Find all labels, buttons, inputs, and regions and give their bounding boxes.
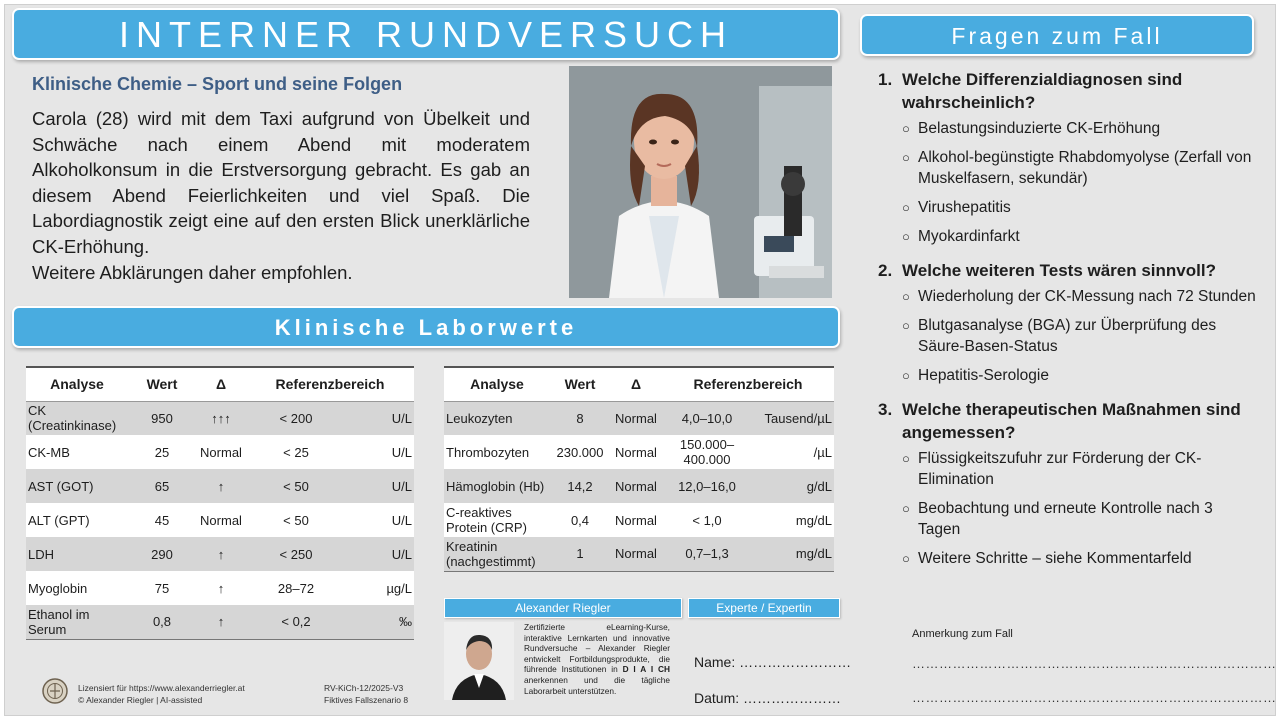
column-header-delta: Δ — [196, 367, 246, 401]
cell-delta: ↑ — [196, 605, 246, 639]
cell-analyse: Hämoglobin (Hb) — [444, 469, 550, 503]
cell-delta: Normal — [610, 537, 662, 571]
answer-text: Flüssigkeitszufuhr zur Förderung der CK-Elimination — [918, 450, 1202, 488]
expert-banner: Experte / Expertin — [688, 598, 840, 618]
cell-unit: g/dL — [752, 469, 834, 503]
license-text: Lizensiert für https://www.alexanderriegler.at — [78, 683, 245, 693]
table-header-row — [444, 367, 834, 401]
cell-delta: Normal — [196, 503, 246, 537]
cell-analyse: ALT (GPT) — [26, 503, 128, 537]
lab-table-right — [444, 366, 834, 572]
circle-bullet-icon: ○ — [902, 289, 910, 304]
circle-bullet-icon: ○ — [902, 451, 910, 466]
author-portrait-illustration — [444, 622, 514, 700]
author-bio — [524, 622, 670, 696]
circle-bullet-icon: ○ — [902, 551, 910, 566]
cell-unit: µg/L — [346, 571, 414, 605]
table-row — [444, 503, 834, 537]
code-footer — [324, 682, 408, 706]
note-line-1[interactable]: ……………………………………………………………………… — [912, 656, 1277, 671]
circle-bullet-icon: ○ — [902, 150, 910, 165]
list-item — [878, 147, 1258, 189]
cell-delta: Normal — [610, 503, 662, 537]
question-heading — [878, 398, 1258, 444]
bio-region: D I A I CH — [622, 664, 670, 675]
cell-analyse: Thrombozyten — [444, 435, 550, 469]
cell-delta: ↑↑↑ — [196, 401, 246, 435]
question-block — [878, 259, 1258, 386]
list-item — [878, 498, 1258, 540]
answer-text: Alkohol-begünstigte Rhabdomyolyse (Zerfall von Muskelfasern, sekundär) — [918, 149, 1252, 187]
question-number: 3. — [878, 400, 893, 419]
case-closing: Weitere Abklärungen daher empfohlen. — [32, 261, 353, 283]
cell-analyse: AST (GOT) — [26, 469, 128, 503]
question-text: Welche Differenzialdiagnosen sind wahrscheinlich? — [902, 70, 1183, 112]
column-header-analyse: Analyse — [26, 367, 128, 401]
answer-text: Virushepatitis — [918, 199, 1011, 216]
question-text: Welche weiteren Tests wären sinnvoll? — [902, 261, 1216, 280]
table-row — [26, 537, 414, 571]
question-heading — [878, 259, 1258, 282]
list-item — [878, 365, 1258, 386]
scientist-illustration — [569, 66, 832, 298]
column-header-referenz: Referenzbereich — [662, 367, 834, 401]
cell-reference: 150.000–400.000 — [662, 435, 752, 469]
table-row — [26, 469, 414, 503]
table-row — [444, 469, 834, 503]
answer-list — [878, 118, 1258, 247]
circle-bullet-icon: ○ — [902, 229, 910, 244]
question-block — [878, 398, 1258, 569]
table-row — [26, 605, 414, 639]
case-description — [32, 106, 530, 285]
cell-analyse: Ethanol im Serum — [26, 605, 128, 639]
cell-reference: < 1,0 — [662, 503, 752, 537]
column-header-wert: Wert — [128, 367, 196, 401]
list-item — [878, 448, 1258, 490]
column-header-wert: Wert — [550, 367, 610, 401]
circle-bullet-icon: ○ — [902, 368, 910, 383]
cell-delta: ↑ — [196, 571, 246, 605]
cell-reference: < 250 — [246, 537, 346, 571]
bio-text-start: Zertifizierte eLearning-Kurse, interaktive Lernkarten und innovative Rundversuche – Alexander Riegler entwickelt Fortbildungsprodukte, die führende Institutionen in — [524, 622, 670, 675]
bio-text-end: anerkennen und die tägliche Laborarbeit unterstützen. — [524, 674, 670, 696]
cell-value: 45 — [128, 503, 196, 537]
list-item — [878, 118, 1258, 139]
table-row — [444, 401, 834, 435]
page-title: INTERNER RUNDVERSUCH — [12, 8, 840, 60]
column-header-analyse: Analyse — [444, 367, 550, 401]
cell-analyse: Myoglobin — [26, 571, 128, 605]
author-name-banner: Alexander Riegler — [444, 598, 682, 618]
cell-unit: /µL — [752, 435, 834, 469]
answer-text: Wiederholung der CK-Messung nach 72 Stunden — [918, 288, 1256, 305]
author-portrait — [444, 622, 514, 700]
cell-reference: 4,0–10,0 — [662, 401, 752, 435]
cell-reference: 12,0–16,0 — [662, 469, 752, 503]
license-footer — [78, 682, 245, 706]
cell-unit: U/L — [346, 435, 414, 469]
cell-unit: U/L — [346, 503, 414, 537]
question-number: 1. — [878, 70, 893, 89]
cell-delta: Normal — [610, 469, 662, 503]
cell-value: 75 — [128, 571, 196, 605]
cell-analyse: Leukozyten — [444, 401, 550, 435]
cell-reference: 0,7–1,3 — [662, 537, 752, 571]
column-header-delta: Δ — [610, 367, 662, 401]
cell-delta: ↑ — [196, 469, 246, 503]
table-row — [26, 571, 414, 605]
table-row — [26, 503, 414, 537]
copyright-text: © Alexander Riegler | AI-assisted — [78, 695, 203, 705]
answer-text: Beobachtung und erneute Kontrolle nach 3 Tagen — [918, 500, 1213, 538]
cell-value: 290 — [128, 537, 196, 571]
cell-analyse: CK (Creatinkinase) — [26, 401, 128, 435]
table-header-row — [26, 367, 414, 401]
cell-value: 1 — [550, 537, 610, 571]
cell-reference: 28–72 — [246, 571, 346, 605]
document-code: RV-KiCh-12/2025-V3 — [324, 683, 404, 693]
list-item — [878, 286, 1258, 307]
scientist-photo — [569, 66, 832, 298]
table-row — [26, 435, 414, 469]
cell-delta: Normal — [610, 435, 662, 469]
case-subtitle: Klinische Chemie – Sport und seine Folgen — [32, 74, 403, 94]
list-item — [878, 548, 1258, 569]
circle-bullet-icon: ○ — [902, 318, 910, 333]
answer-text: Hepatitis-Serologie — [918, 367, 1049, 384]
cell-reference: < 0,2 — [246, 605, 346, 639]
cell-unit: ‰ — [346, 605, 414, 639]
cell-value: 14,2 — [550, 469, 610, 503]
table-row — [444, 435, 834, 469]
circle-bullet-icon: ○ — [902, 121, 910, 136]
answer-text: Myokardinfarkt — [918, 228, 1020, 245]
cell-reference: < 25 — [246, 435, 346, 469]
cell-reference: < 50 — [246, 469, 346, 503]
date-field[interactable]: Datum: ………………… — [694, 690, 842, 706]
scenario-label: Fiktives Fallszenario 8 — [324, 695, 409, 705]
cell-value: 8 — [550, 401, 610, 435]
circle-bullet-icon: ○ — [902, 200, 910, 215]
cell-unit: U/L — [346, 401, 414, 435]
cell-unit: mg/dL — [752, 537, 834, 571]
answer-list — [878, 448, 1258, 569]
questions-list — [878, 68, 1258, 577]
circle-bullet-icon: ○ — [902, 501, 910, 516]
cell-unit: Tausend/µL — [752, 401, 834, 435]
answer-text: Blutgasanalyse (BGA) zur Überprüfung des Säure-Basen-Status — [918, 317, 1217, 355]
lab-table-left — [26, 366, 414, 640]
cell-reference: < 50 — [246, 503, 346, 537]
cell-value: 230.000 — [550, 435, 610, 469]
cell-value: 0,8 — [128, 605, 196, 639]
cell-unit: mg/dL — [752, 503, 834, 537]
name-field[interactable]: Name: …………………… — [694, 654, 852, 670]
question-number: 2. — [878, 261, 893, 280]
question-heading — [878, 68, 1258, 114]
cell-delta: Normal — [196, 435, 246, 469]
cell-analyse: Kreatinin (nachgestimmt) — [444, 537, 550, 571]
cell-delta: ↑ — [196, 537, 246, 571]
note-label: Anmerkung zum Fall — [912, 628, 1013, 640]
cell-analyse: C-reaktives Protein (CRP) — [444, 503, 550, 537]
cell-analyse: LDH — [26, 537, 128, 571]
note-line-2[interactable]: ……………………………………………………………………… — [912, 690, 1277, 705]
cell-unit: U/L — [346, 537, 414, 571]
table-row — [26, 401, 414, 435]
cell-analyse: CK-MB — [26, 435, 128, 469]
seal-logo-icon — [42, 678, 68, 704]
answer-text: Belastungsinduzierte CK-Erhöhung — [918, 120, 1161, 137]
cell-value: 65 — [128, 469, 196, 503]
list-item — [878, 197, 1258, 218]
list-item — [878, 315, 1258, 357]
question-text: Welche therapeutischen Maßnahmen sind angemessen? — [902, 400, 1241, 442]
lab-values-title: Klinische Laborwerte — [12, 306, 840, 348]
list-item — [878, 226, 1258, 247]
table-row — [444, 537, 834, 571]
cell-unit: U/L — [346, 469, 414, 503]
question-block — [878, 68, 1258, 247]
case-paragraph: Carola (28) wird mit dem Taxi aufgrund von Übelkeit und Schwäche nach einem Abend mit moderatem Alkoholkonsum in die Erstversorgung gebracht. Es gab an diesem Abend Feierlichkeiten und viel Spaß. Die Labordiagnostik zeigt eine auf den ersten Blick unerklärliche CK-Erhöhung. — [32, 108, 530, 257]
cell-value: 25 — [128, 435, 196, 469]
answer-list — [878, 286, 1258, 386]
questions-title: Fragen zum Fall — [860, 14, 1254, 56]
cell-value: 0,4 — [550, 503, 610, 537]
cell-delta: Normal — [610, 401, 662, 435]
cell-reference: < 200 — [246, 401, 346, 435]
cell-value: 950 — [128, 401, 196, 435]
answer-text: Weitere Schritte – siehe Kommentarfeld — [918, 550, 1192, 567]
column-header-referenz: Referenzbereich — [246, 367, 414, 401]
